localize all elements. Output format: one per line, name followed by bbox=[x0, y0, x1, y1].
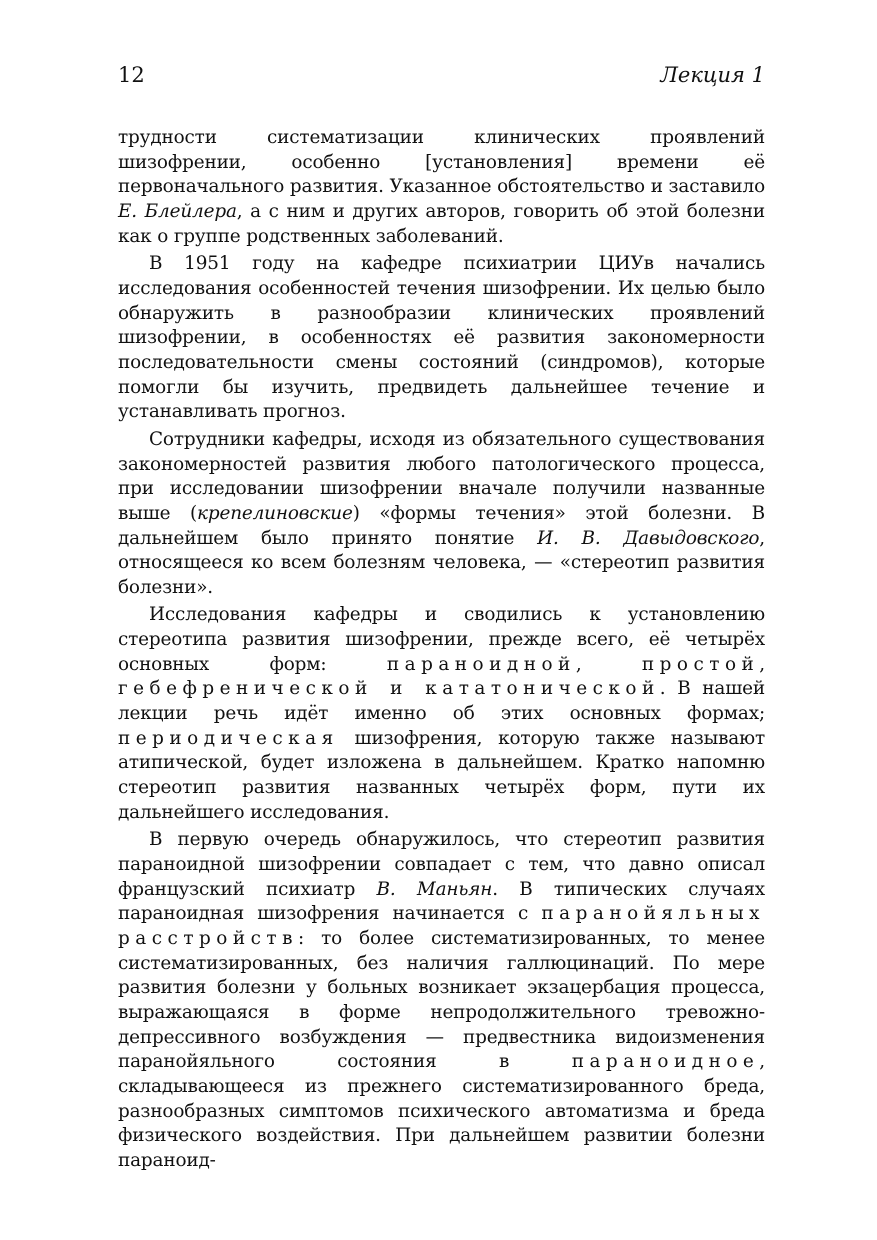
text-run: ) «формы течения» этой болезни. В дальнейшем было принято понятие bbox=[118, 502, 766, 549]
text-run: В 1951 году на кафедре психиатрии ЦИУв начались исследования особенностей течения шизофрении. Их целью было обнаружить в разнообразии клинических проявлений шизофрении, в особенностях её развития закономерности последовательности смены состояний (синдромов), которые помогли бы изучить, предвидеть дальнейшее течение и устанавливать прогноз. bbox=[118, 253, 765, 423]
text-run: , bbox=[575, 653, 642, 675]
running-head: Лекция 1 bbox=[660, 63, 765, 87]
text-run: . В нашей лекции речь идёт именно об этих основных формах; bbox=[118, 678, 765, 725]
body-text bbox=[118, 126, 765, 1174]
text-run: Исследования кафедры и сводились к установлению стереотипа развития шизофрении, прежде всего, её четырёх основных форм: bbox=[118, 604, 765, 675]
spaced-term: параноидное bbox=[571, 1051, 760, 1073]
page-number: 12 bbox=[118, 63, 145, 87]
spaced-term: параноидной bbox=[386, 653, 576, 675]
spaced-conjunction: и bbox=[372, 678, 426, 700]
text-run: , bbox=[759, 653, 765, 675]
text-run: В первую очередь обнаружилось, что стереотип развития параноидной шизофрении совпадает с тем, что давно описал французский психиатр bbox=[118, 829, 765, 900]
paragraph-1 bbox=[118, 126, 765, 249]
paragraph-5 bbox=[118, 828, 765, 1173]
text-run: : то более систематизированных, то менее систематизированных, без наличия галлюцинаций. По мере развития болезни у больных возникает экзацербация процесса, выражающаяся в форме непродолжительного тревожно-депрессивного возбуждения — предвестника видоизменения паранойяльного состояния в bbox=[118, 928, 765, 1073]
spaced-term: паранойяльных расстройств bbox=[118, 903, 765, 949]
text-run: шизофрения, которую также называют атипической, будет изложена в дальнейшем. Кратко напомню стереотип развития названных четырёх форм, пути их дальнейшего исследования. bbox=[118, 727, 765, 823]
text-run: , относящееся ко всем болезням человека, — «стереотип развития болезни». bbox=[118, 527, 765, 598]
text-run: , складывающееся из прежнего систематизированного бреда, разнообразных симптомов психического автоматизма и бреда физического воздействия. При дальнейшем развитии болезни параноид- bbox=[118, 1051, 765, 1171]
text-run: . В типических случаях параноидная шизофрения начинается с bbox=[118, 878, 765, 925]
paragraph-4 bbox=[118, 603, 765, 825]
author-name: В. Маньян bbox=[376, 878, 493, 900]
spaced-term: периодическая bbox=[118, 727, 339, 749]
text-run: трудности систематизации клинических проявлений шизофрении, особенно [установления] времени её первоначального развития. Указанное обстоятельство и заставило bbox=[118, 127, 765, 198]
page-header bbox=[118, 60, 765, 90]
spaced-term: кататонической bbox=[425, 678, 660, 700]
text-run: , а с ним и других авторов, говорить об этой болезни как о группе родственных заболеваний. bbox=[118, 200, 765, 247]
italic-term: крепелиновские bbox=[197, 502, 353, 524]
spaced-term: гебефренической bbox=[118, 678, 373, 700]
spaced-term: простой bbox=[641, 653, 760, 675]
text-run: Сотрудники кафедры, исходя из обязательного существования закономерностей развития любого патологического процесса, при исследовании шизофрении вначале получили названные выше ( bbox=[118, 428, 765, 524]
author-name: Е. Блейлера bbox=[118, 200, 237, 222]
author-name: И. В. Давыдовского bbox=[537, 527, 760, 549]
paragraph-2 bbox=[118, 252, 765, 425]
paragraph-3 bbox=[118, 428, 765, 601]
